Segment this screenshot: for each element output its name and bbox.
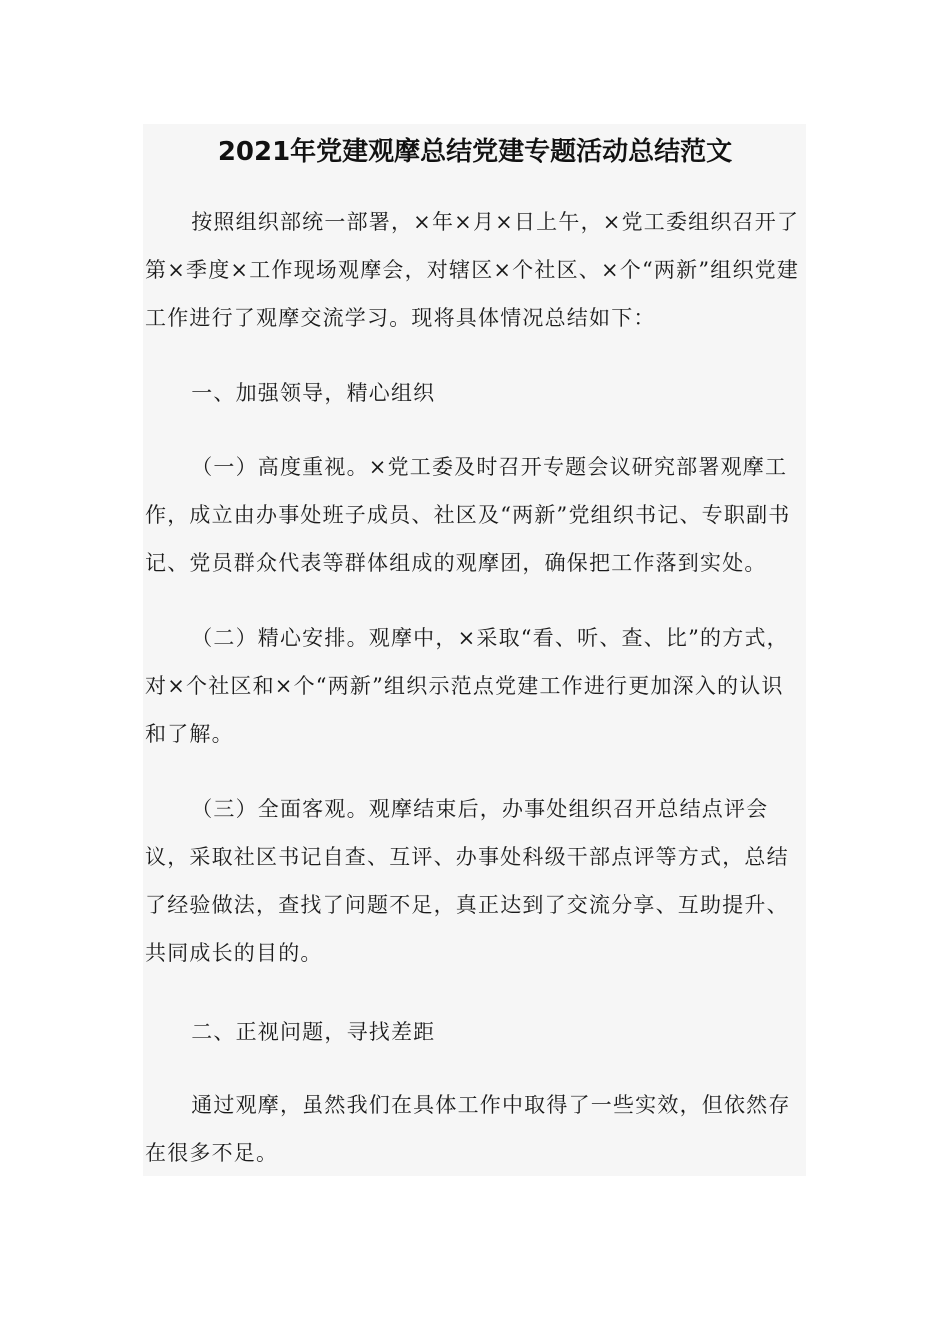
paragraph-1-2: （二）精心安排。观摩中，×采取“看、听、查、比”的方式，对×个社区和×个“两新”组织示范点党建工作进行更加深入的认识和了解。 [145, 626, 789, 746]
paragraph-1-1: （一）高度重视。×党工委及时召开专题会议研究部署观摩工作，成立由办事处班子成员、社区及“两新”党组织书记、专职副书记、党员群众代表等群体组成的观摩团，确保把工作落到实处。 [145, 455, 791, 575]
paragraph-2-1: 通过观摩，虽然我们在具体工作中取得了一些实效，但依然存在很多不足。 [145, 1093, 791, 1165]
intro-paragraph: 按照组织部统一部署，×年×月×日上午，×党工委组织召开了第×季度×工作现场观摩会，对辖区×个社区、×个“两新”组织党建工作进行了观摩交流学习。现将具体情况总结如下： [145, 210, 800, 330]
section-heading-1: 一、加强领导，精心组织 [191, 381, 436, 405]
section-heading-2: 二、正视问题，寻找差距 [191, 1020, 436, 1044]
paragraph-1-3: （三）全面客观。观摩结束后，办事处组织召开总结点评会议，采取社区书记自查、互评、办事处科级干部点评等方式，总结了经验做法，查找了问题不足，真正达到了交流分享、互助提升、共同成长的目的。 [145, 797, 789, 965]
document-title: 2021年党建观摩总结党建专题活动总结范文 [217, 137, 733, 167]
